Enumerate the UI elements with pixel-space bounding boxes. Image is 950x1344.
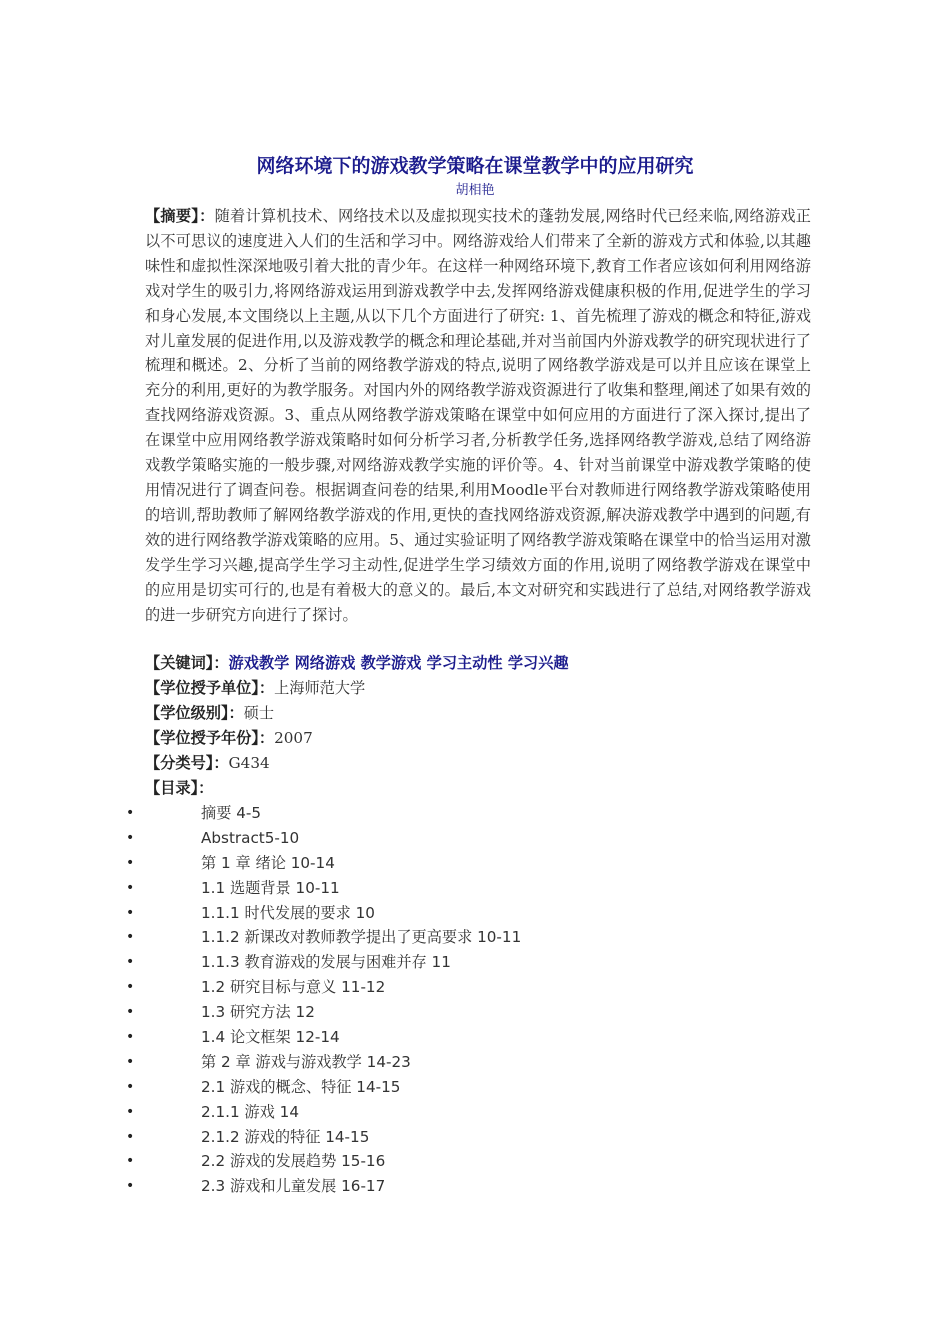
- toc-item: [0, 1100, 950, 1125]
- toc-item-text[interactable]: 2.1.1 游戏 14: [201, 1102, 299, 1121]
- toc-item: [0, 1050, 950, 1075]
- toc-item-text[interactable]: 1.2 研究目标与意义 11-12: [201, 978, 386, 997]
- degree-unit-label: 【学位授予单位】：: [145, 678, 275, 697]
- bullet-icon: •: [126, 1004, 135, 1021]
- toc-item: [0, 1149, 950, 1174]
- toc-item-text[interactable]: 2.1.2 游戏的特征 14-15: [201, 1127, 370, 1146]
- toc-item-text[interactable]: 2.1 游戏的概念、特征 14-15: [201, 1077, 401, 1096]
- toc-item: [0, 1075, 950, 1100]
- keywords-label: 【关键词】：: [145, 654, 229, 672]
- toc-label: 【目录】：: [145, 778, 214, 797]
- toc-item: [0, 851, 950, 876]
- keywords-value[interactable]: 游戏教学 网络游戏 教学游戏 学习主动性 学习兴趣: [228, 654, 569, 672]
- toc-item: [0, 801, 950, 826]
- keywords-row: [145, 651, 811, 676]
- author-name: 胡相艳: [455, 183, 495, 198]
- toc-item: [0, 901, 950, 926]
- toc-item: [0, 1025, 950, 1050]
- toc-item: [0, 950, 950, 975]
- toc-item-text[interactable]: 1.1 选题背景 10-11: [201, 878, 340, 897]
- bullet-icon: •: [126, 1078, 135, 1095]
- degree-year-label: 【学位授予年份】：: [145, 728, 275, 747]
- toc-item: [0, 1174, 950, 1199]
- bullet-icon: •: [126, 1128, 135, 1145]
- bullet-icon: •: [126, 1103, 135, 1120]
- toc-item-text[interactable]: 第 1 章 绪论 10-14: [201, 853, 335, 872]
- classification-value: G434: [228, 753, 270, 772]
- toc-item-text[interactable]: 1.1.2 新课改对教师教学提出了更高要求 10-11: [201, 928, 522, 947]
- classification-label: 【分类号】：: [145, 753, 229, 772]
- toc-heading-row: [145, 776, 811, 801]
- classification-row: [145, 751, 811, 776]
- table-of-contents: [0, 801, 950, 1199]
- abstract-text: 随着计算机技术、网络技术以及虚拟现实技术的蓬勃发展,网络时代已经来临,网络游戏正以不可思议的速度进入人们的生活和学习中。网络游戏给人们带来了全新的游戏方式和体验,以其趣味性和虚拟性深深地吸引着大批的青少年。在这样一种网络环境下,教育工作者应该如何利用网络游戏对学生的吸引力,将网络游戏运用到游戏教学中去,发挥网络游戏健康积极的作用,促进学生的学习和身心发展,本文围绕以上主题,从以下几个方面进行了研究: 1、首先梳理了游戏的概念和特征,游戏对儿童发展的促进作用,以及游戏教学的概念和理论基础,并对当前国内外游戏教学的研究现状进行了梳理和概述。2、分析了当前的网络教学游戏的特点,说明了网络教学游戏是可以并且应该在课堂上充分的利用,更好的为教学服务。对国内外的网络教学游戏资源进行了收集和整理,阐述了如果有效的查找网络游戏资源。3、重点从网络教学游戏策略在课堂中如何应用的方面进行了深入探讨,提出了在课堂中应用网络教学游戏策略时如何分析学习者,分析教学任务,选择网络教学游戏,总结了网络游戏教学策略实施的一般步骤,对网络游戏教学实施的评价等。4、针对当前课堂中游戏教学策略的使用情况进行了调查问卷。根据调查问卷的结果,利用Moodle平台对教师进行网络教学游戏策略使用的培训,帮助教师了解网络教学游戏的作用,更快的查找网络游戏资源,解决游戏教学中遇到的问题,有效的进行网络教学游戏策略的应用。5、通过实验证明了网络教学游戏策略在课堂中的恰当运用对激发学生学习兴趣,提高学生学习主动性,促进学生学习绩效方面的作用,说明了网络教学游戏在课堂中的应用是切实可行的,也是有着极大的意义的。最后,本文对研究和实践进行了总结,对网络教学游戏的进一步研究方向进行了探讨。: [145, 207, 811, 624]
- bullet-icon: •: [126, 904, 135, 921]
- toc-item: [0, 1125, 950, 1150]
- toc-item-text[interactable]: 1.4 论文框架 12-14: [201, 1028, 340, 1047]
- bullet-icon: •: [126, 1053, 135, 1070]
- toc-item: [0, 876, 950, 901]
- toc-item-text[interactable]: 1.1.1 时代发展的要求 10: [201, 903, 375, 922]
- abstract-label: 【摘要】：: [145, 207, 215, 225]
- bullet-icon: •: [126, 805, 135, 821]
- toc-item-text[interactable]: 2.3 游戏和儿童发展 16-17: [201, 1177, 386, 1196]
- bullet-icon: •: [126, 1153, 135, 1170]
- degree-unit-row: [145, 676, 811, 701]
- bullet-icon: •: [126, 1029, 135, 1046]
- bullet-icon: •: [126, 954, 135, 971]
- toc-item: [0, 1000, 950, 1025]
- toc-item-text[interactable]: 1.3 研究方法 12: [201, 1003, 315, 1022]
- metadata-list: [145, 651, 811, 800]
- toc-item-text[interactable]: 1.1.3 教育游戏的发展与困难并存 11: [201, 953, 451, 972]
- toc-item: [0, 826, 950, 851]
- bullet-icon: •: [126, 879, 135, 896]
- degree-level-row: [145, 701, 811, 726]
- abstract-paragraph: [145, 204, 811, 627]
- degree-year-row: [145, 726, 811, 751]
- bullet-icon: •: [126, 1178, 135, 1195]
- toc-item: [0, 925, 950, 950]
- toc-item-text[interactable]: Abstract5-10: [201, 828, 300, 847]
- toc-item: [0, 975, 950, 1000]
- bullet-icon: •: [126, 854, 135, 871]
- degree-year-value: 2007: [274, 728, 313, 747]
- bullet-icon: •: [126, 929, 135, 946]
- degree-level-value: 硕士: [243, 703, 275, 722]
- toc-item-text[interactable]: 第 2 章 游戏与游戏教学 14-23: [201, 1052, 411, 1071]
- degree-unit-value: 上海师范大学: [274, 678, 366, 697]
- bullet-icon: •: [126, 829, 135, 846]
- toc-item-text[interactable]: 2.2 游戏的发展趋势 15-16: [201, 1152, 386, 1171]
- toc-item-text[interactable]: 摘要 4-5: [201, 804, 262, 822]
- degree-level-label: 【学位级别】：: [145, 703, 244, 722]
- page-title: 网络环境下的游戏教学策略在课堂教学中的应用研究: [256, 155, 694, 177]
- bullet-icon: •: [126, 979, 135, 996]
